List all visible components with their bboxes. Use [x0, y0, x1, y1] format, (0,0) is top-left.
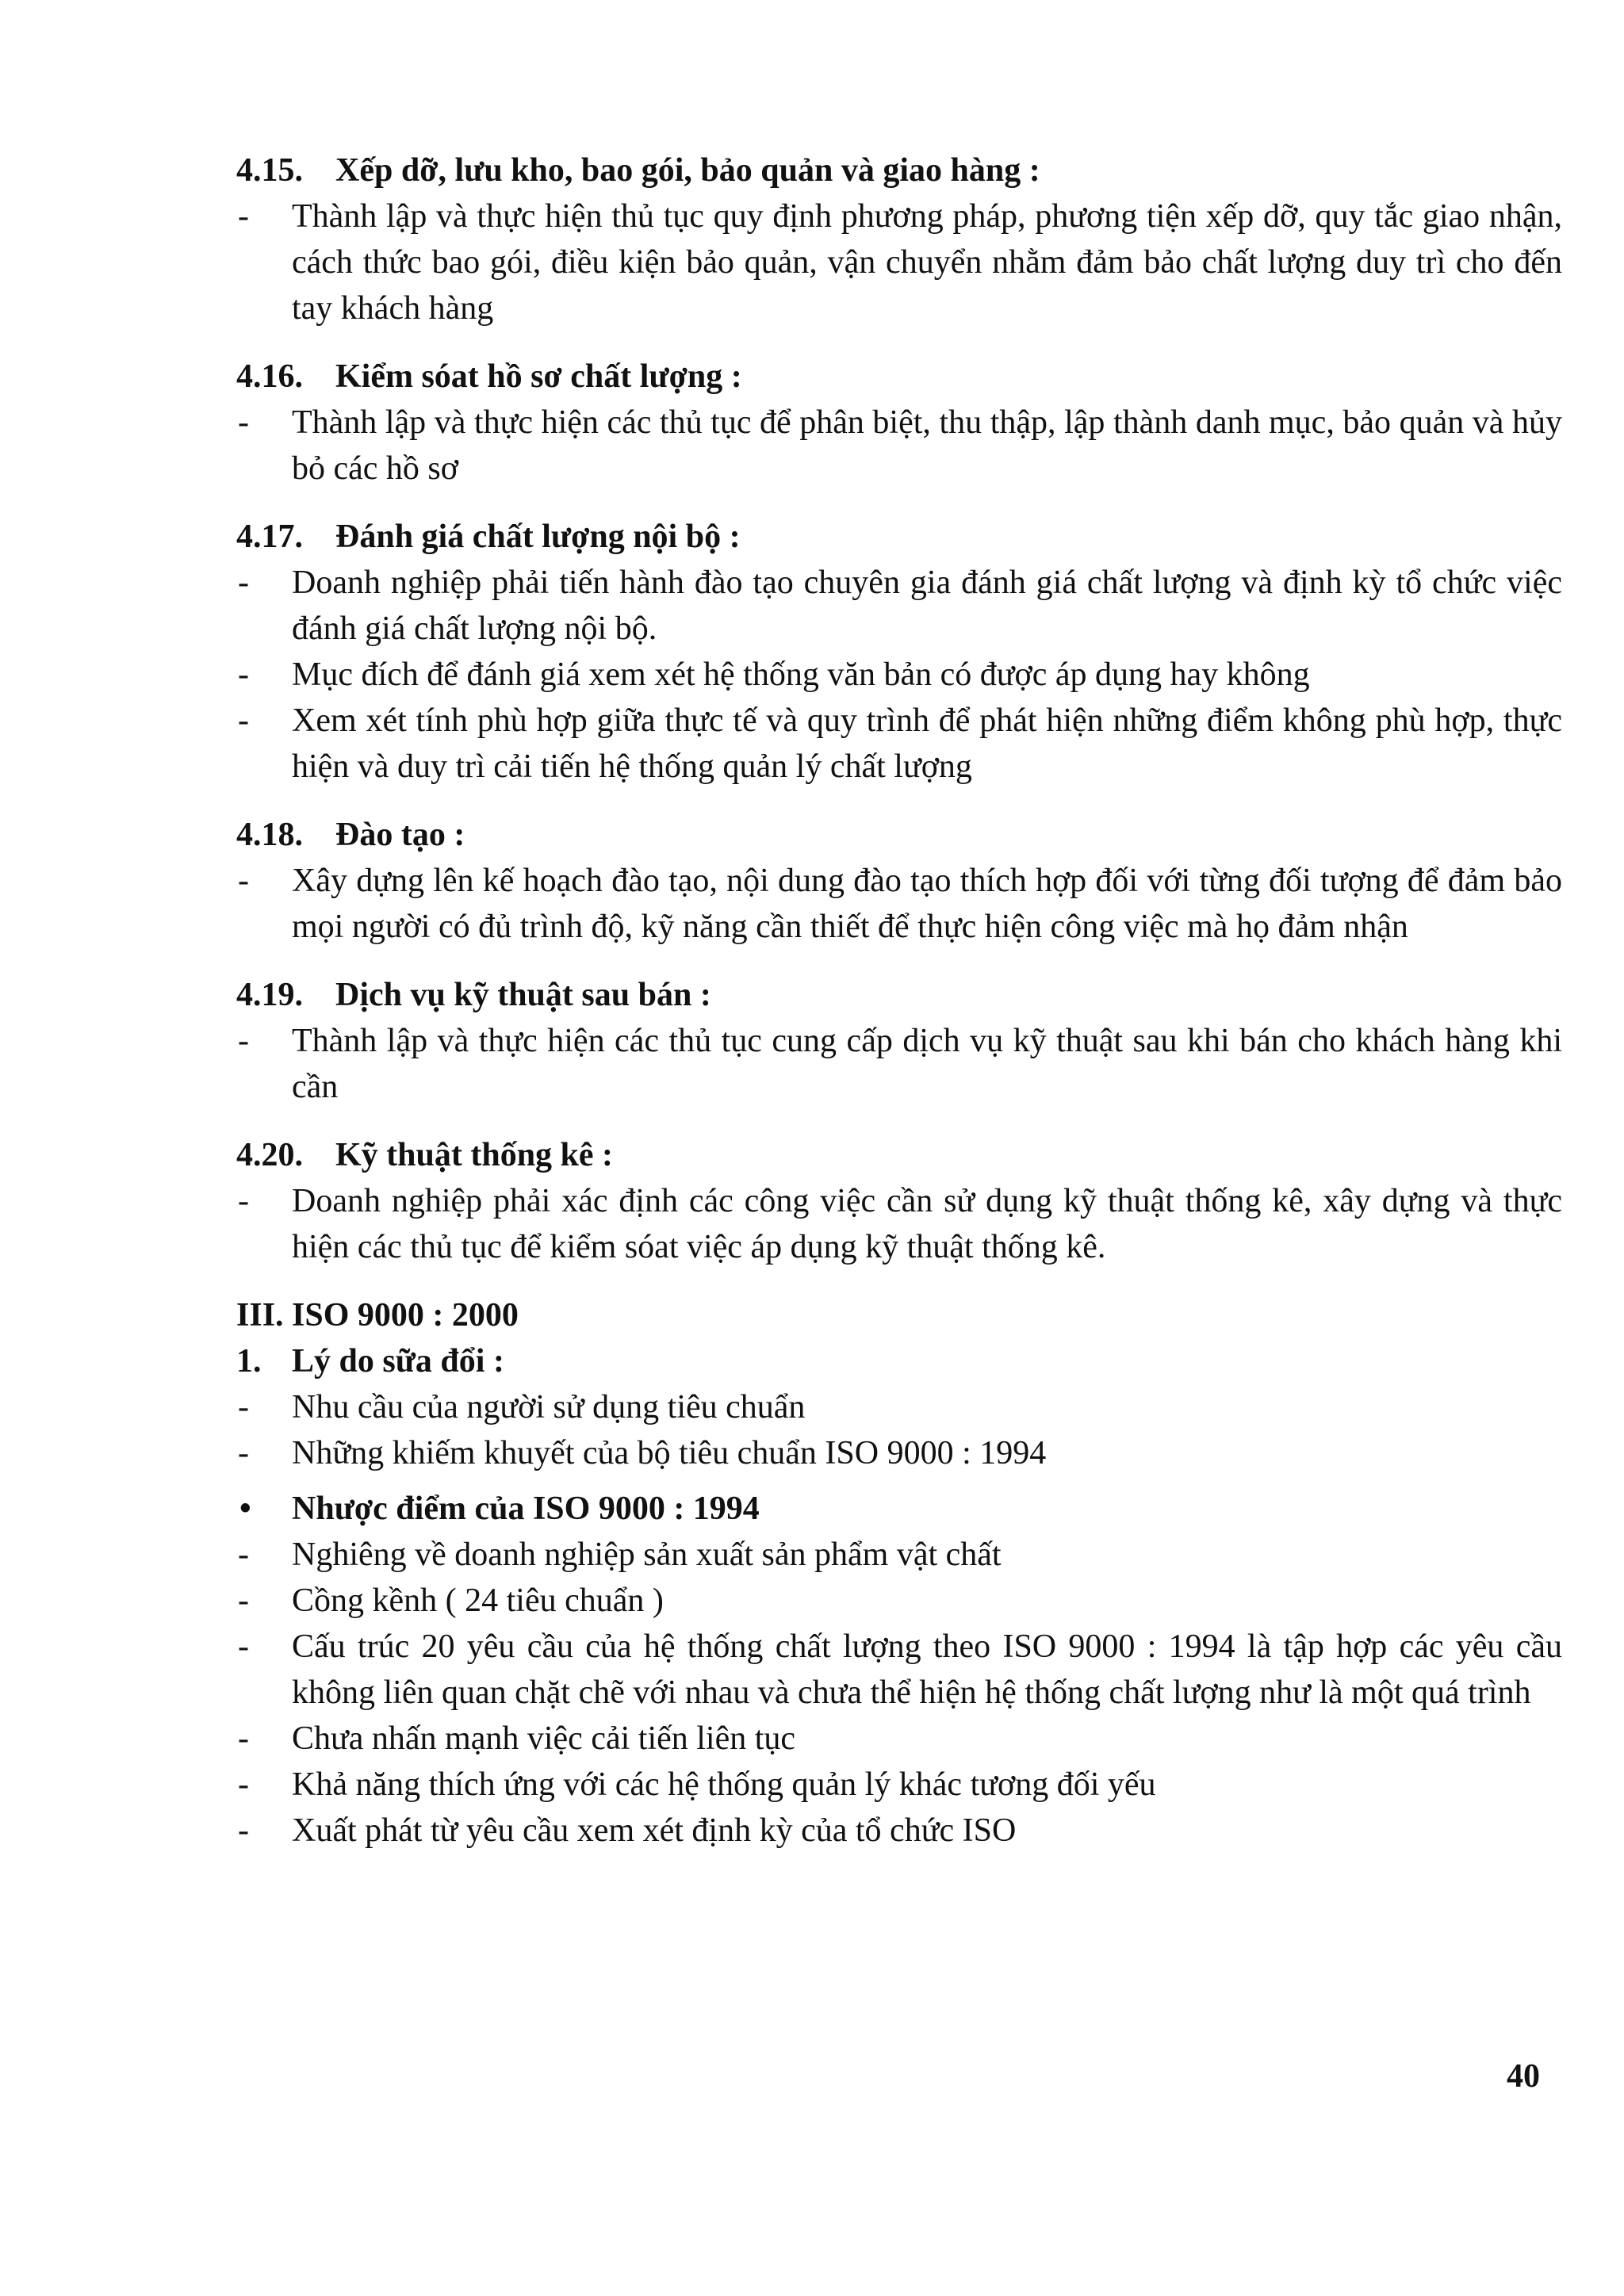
list-item: - Doanh nghiệp phải tiến hành đào tạo chuyên gia đánh giá chất lượng và định kỳ tổ chức việc đánh giá chất lượng nội bộ. [236, 560, 1562, 652]
section-number: 4.20. [236, 1137, 303, 1173]
list-item: - Những khiếm khuyết của bộ tiêu chuẩn ISO 9000 : 1994 [236, 1430, 1562, 1476]
section-number: 4.16. [236, 358, 303, 395]
section-heading [236, 972, 1562, 1018]
section-number: 4.19. [236, 977, 303, 1013]
list-item: - Xem xét tính phù hợp giữa thực tế và quy trình để phát hiện những điểm không phù hợp, thực hiện và duy trì cải tiến hệ thống quản lý chất lượng [236, 698, 1562, 790]
section-title: Đánh giá chất lượng nội bộ : [335, 519, 741, 555]
section-title: Dịch vụ kỹ thuật sau bán : [335, 977, 711, 1013]
page-number: 40 [1507, 2058, 1540, 2095]
part-iii [236, 1292, 1562, 1854]
dash-list [236, 400, 1562, 492]
dash-list [236, 1178, 1562, 1270]
list-item: - Thành lập và thực hiện các thủ tục cung cấp dịch vụ kỹ thuật sau khi bán cho khách hàng khi cần [236, 1018, 1562, 1110]
section-number: 4.17. [236, 519, 303, 555]
section-4-16 [236, 354, 1562, 492]
list-item: - Mục đích để đánh giá xem xét hệ thống văn bản có được áp dụng hay không [236, 652, 1562, 698]
list-item: - Thành lập và thực hiện các thủ tục để phân biệt, thu thập, lập thành danh mục, bảo quản và hủy bỏ các hồ sơ [236, 400, 1562, 492]
sub-title: Lý do sữa đổi : [292, 1343, 504, 1380]
list-item: - Doanh nghiệp phải xác định các công việc cần sử dụng kỹ thuật thống kê, xây dựng và thực hiện các thủ tục để kiểm sóat việc áp dụng kỹ thuật thống kê. [236, 1178, 1562, 1270]
list-item: - Cồng kềnh ( 24 tiêu chuẩn ) [236, 1578, 1562, 1624]
dash-list [236, 193, 1562, 331]
reasons-list [236, 1384, 1562, 1476]
section-4-20 [236, 1132, 1562, 1270]
dash-list [236, 560, 1562, 790]
list-item: - Thành lập và thực hiện thủ tục quy định phương pháp, phương tiện xếp dỡ, quy tắc giao nhận, cách thức bao gói, điều kiện bảo quản, vận chuyển nhằm đảm bảo chất lượng duy trì cho đến tay khách hàng [236, 193, 1562, 331]
bullet-heading [236, 1486, 1562, 1532]
sub-heading [236, 1338, 1562, 1384]
section-heading [236, 812, 1562, 858]
section-4-18 [236, 812, 1562, 950]
section-heading [236, 1132, 1562, 1178]
document-page [236, 147, 1562, 1876]
bullet-icon: • [239, 1490, 251, 1527]
list-item: - Nhu cầu của người sử dụng tiêu chuẩn [236, 1384, 1562, 1430]
sub-number: 1. [236, 1343, 262, 1380]
section-heading [236, 514, 1562, 560]
list-item: - Nghiêng về doanh nghiệp sản xuất sản phẩm vật chất [236, 1532, 1562, 1578]
list-item: - Chưa nhấn mạnh việc cải tiến liên tục [236, 1716, 1562, 1762]
weaknesses-list [236, 1532, 1562, 1854]
dash-list [236, 858, 1562, 950]
section-number: 4.18. [236, 817, 303, 853]
section-4-17 [236, 514, 1562, 790]
section-title: Xếp dỡ, lưu kho, bao gói, bảo quản và giao hàng : [335, 152, 1040, 189]
list-item: - Cấu trúc 20 yêu cầu của hệ thống chất lượng theo ISO 9000 : 1994 là tập hợp các yêu cầu không liên quan chặt chẽ với nhau và chưa thể hiện hệ thống chất lượng như là một quá trình [236, 1624, 1562, 1716]
list-item: - Xuất phát từ yêu cầu xem xét định kỳ của tổ chức ISO [236, 1808, 1562, 1854]
section-title: Đào tạo : [335, 817, 465, 853]
bullet-title: Nhược điểm của ISO 9000 : 1994 [292, 1490, 760, 1527]
section-title: Kỹ thuật thống kê : [335, 1137, 614, 1173]
section-title: Kiểm sóat hồ sơ chất lượng : [335, 358, 742, 395]
section-heading [236, 147, 1562, 193]
section-heading [236, 354, 1562, 400]
dash-list [236, 1018, 1562, 1110]
section-4-19 [236, 972, 1562, 1110]
list-item: - Khả năng thích ứng với các hệ thống quản lý khác tương đối yếu [236, 1762, 1562, 1808]
part-title: III. ISO 9000 : 2000 [236, 1297, 519, 1334]
section-number: 4.15. [236, 152, 303, 189]
section-4-15 [236, 147, 1562, 331]
list-item: - Xây dựng lên kế hoạch đào tạo, nội dung đào tạo thích hợp đối với từng đối tượng để đảm bảo mọi người có đủ trình độ, kỹ năng cần thiết để thực hiện công việc mà họ đảm nhận [236, 858, 1562, 950]
